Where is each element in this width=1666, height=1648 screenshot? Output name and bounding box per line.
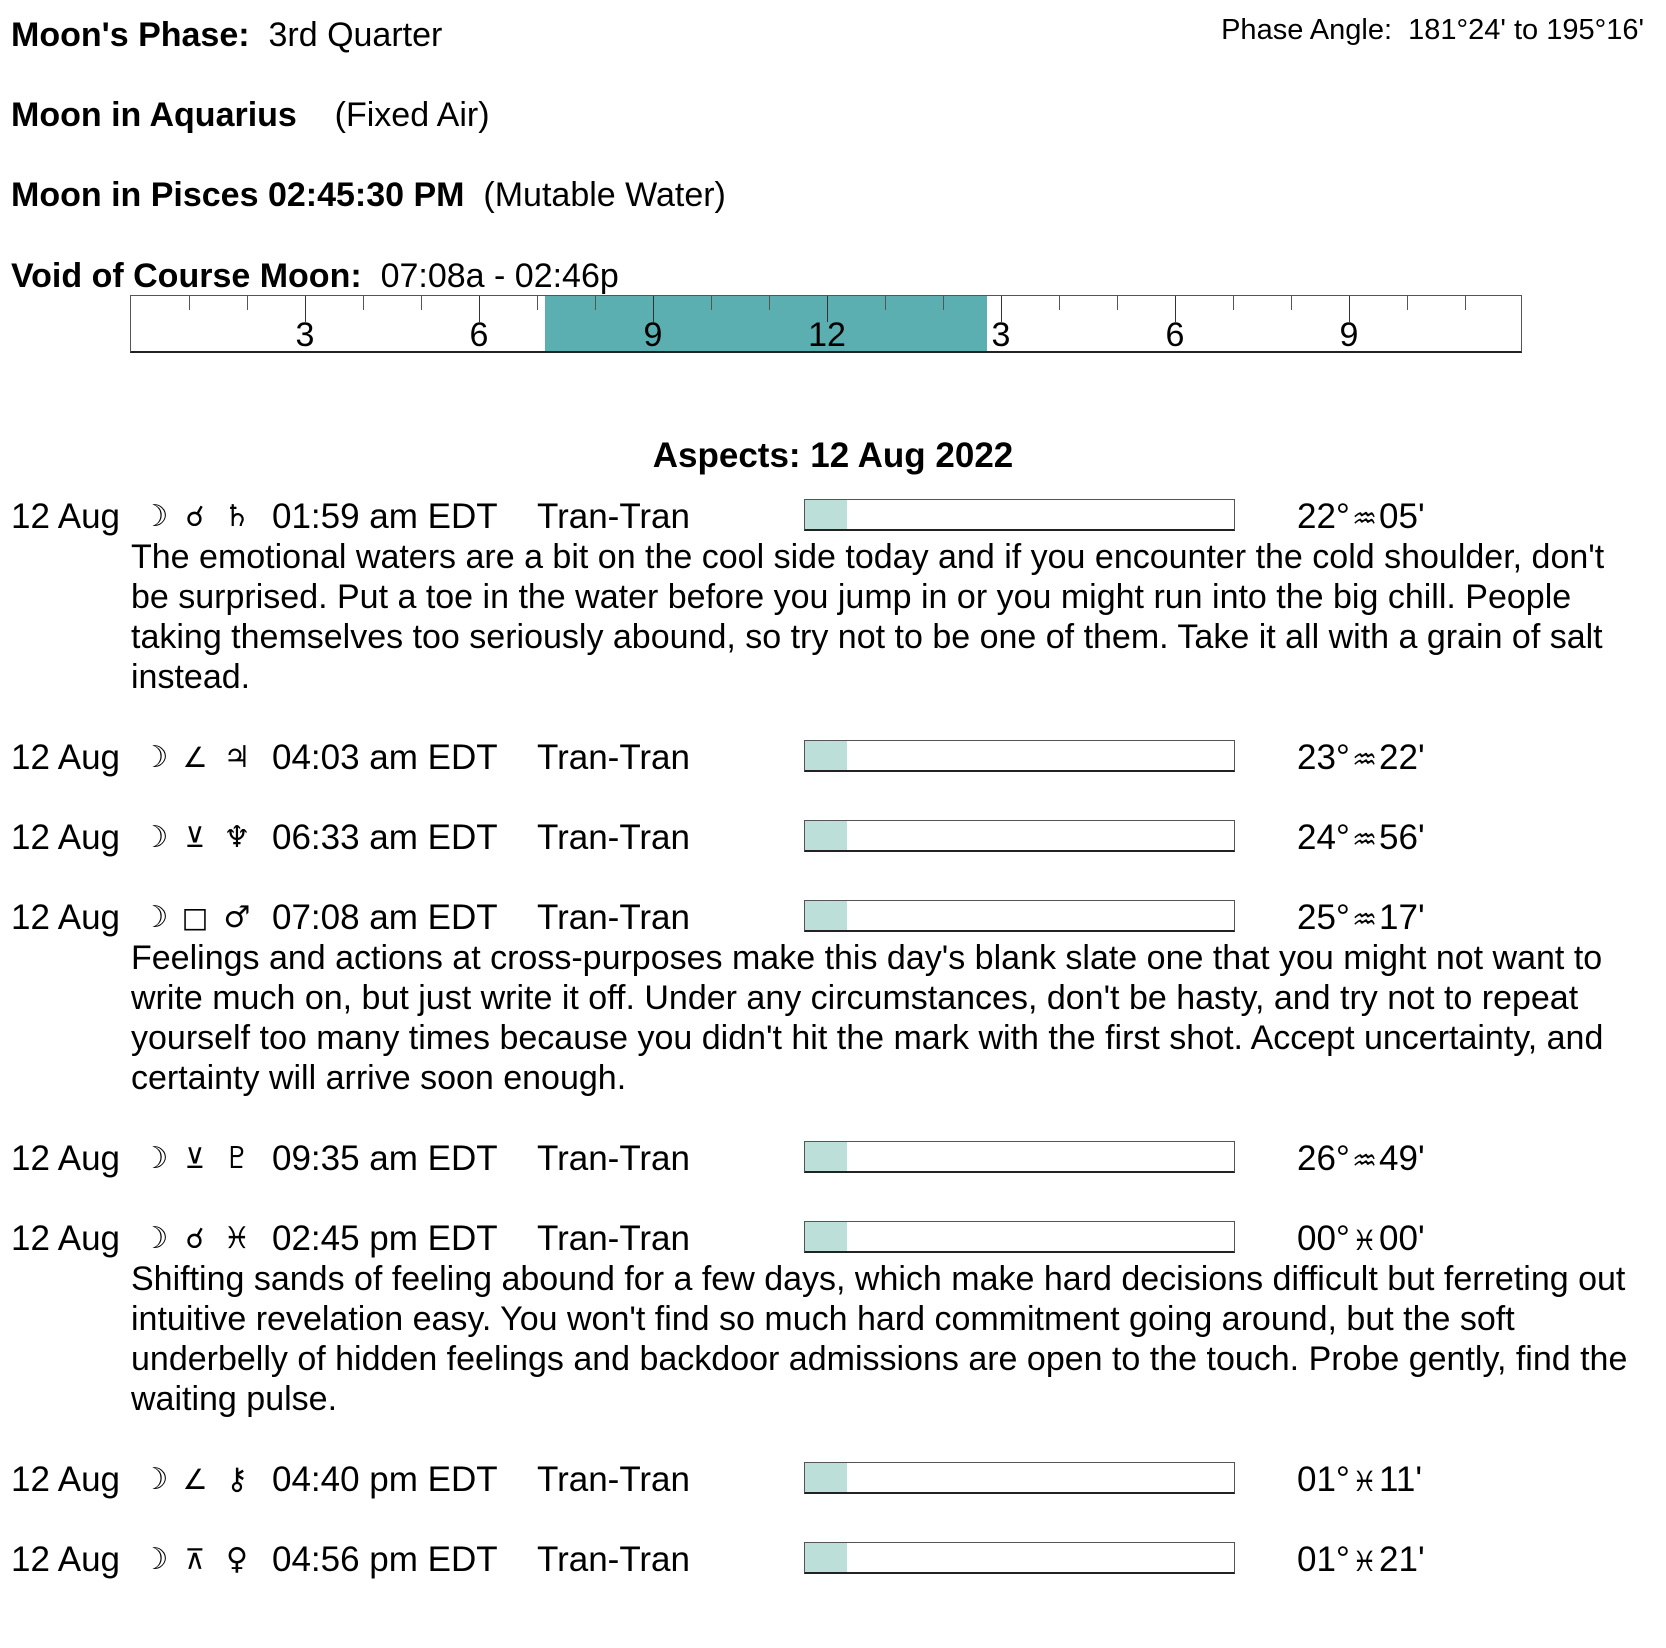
- aspect-date: 12 Aug: [11, 1219, 120, 1258]
- aspect-strength-bar: [804, 499, 1235, 531]
- position-minutes: 00': [1379, 1219, 1425, 1258]
- timeline-hour-label: 6: [469, 316, 489, 354]
- aspect-strength-fill: [805, 821, 847, 850]
- aspect-date: 12 Aug: [11, 1460, 120, 1499]
- aspect-strength-bar: [804, 1221, 1235, 1253]
- position-degrees: 23°: [1297, 738, 1350, 777]
- timeline-tick: [1407, 296, 1408, 310]
- position-degrees: 01°: [1297, 1540, 1350, 1579]
- timeline-hour-label: 3: [991, 316, 1011, 354]
- aspect-strength-bar: [804, 1542, 1235, 1574]
- timeline-tick: [769, 296, 770, 310]
- position-minutes: 22': [1379, 738, 1425, 777]
- aspect-description: The emotional waters are a bit on the cool side today and if you encounter the cold shoulder, don't be surprised. Put a toe in the water before you jump in or you might run into the big chill. People taking themselves too seriously abound, so try not to be one of them. Take it all with a grain of salt instead.: [131, 538, 1605, 696]
- aspect-row: [0, 1540, 1666, 1580]
- aspect-position: [1297, 497, 1425, 539]
- position-minutes: 49': [1379, 1139, 1425, 1178]
- position-degrees: 00°: [1297, 1219, 1350, 1258]
- square-aspect-icon: □: [181, 901, 209, 934]
- position-minutes: 11': [1379, 1460, 1423, 1499]
- aspect-type: Tran-Tran: [537, 1460, 690, 1499]
- timeline-tick: [363, 296, 364, 310]
- timeline-hour-label: 6: [1165, 316, 1185, 354]
- aspect-position: [1297, 818, 1425, 860]
- aspect-position: [1297, 1540, 1425, 1582]
- aspects-title: Aspects: 12 Aug 2022: [652, 436, 1014, 475]
- semi-sextile-aspect-icon: ⊻: [184, 1142, 206, 1175]
- venus-glyph-icon: ♀: [226, 1542, 248, 1577]
- moon-glyph-icon: ☽: [141, 1141, 169, 1176]
- jupiter-glyph-icon: ♃: [223, 740, 251, 775]
- zodiac-sign-icon: ♓: [1351, 1465, 1378, 1498]
- moon-sign-line-1: [11, 95, 490, 135]
- moon-sign-2-label: Moon in Pisces 02:45:30 PM: [11, 176, 465, 214]
- zodiac-sign-icon: ♒: [1351, 502, 1378, 535]
- mars-glyph-icon: ♂: [223, 900, 251, 935]
- timeline-tick: [943, 296, 944, 310]
- phase-angle-label: Phase Angle:: [1221, 14, 1393, 46]
- timeline-tick: [1233, 296, 1234, 310]
- timeline-tick: [421, 296, 422, 310]
- moon-sign-2-quality: (Mutable Water): [483, 176, 726, 214]
- aspect-strength-fill: [805, 1463, 847, 1492]
- pluto-glyph-icon: ♇: [223, 1141, 251, 1176]
- aspect-row: [0, 1219, 1666, 1259]
- moon-phase-line: [11, 15, 442, 55]
- moon-sign-1-label: Moon in Aquarius: [11, 96, 297, 134]
- semi-sextile-aspect-icon: ⊻: [184, 821, 206, 854]
- aspect-position: [1297, 898, 1425, 940]
- moon-glyph-icon: ☽: [141, 820, 169, 855]
- aspect-date: 12 Aug: [11, 1139, 120, 1178]
- aspect-strength-fill: [805, 1142, 847, 1171]
- aspect-date: 12 Aug: [11, 738, 120, 777]
- position-degrees: 22°: [1297, 497, 1350, 536]
- chiron-glyph-icon: ⚷: [226, 1462, 248, 1497]
- semi-square-aspect-icon: ∠: [182, 741, 208, 774]
- aspect-strength-bar: [804, 1462, 1235, 1494]
- aspect-date: 12 Aug: [11, 497, 120, 536]
- pisces-glyph-icon: ♓: [223, 1221, 251, 1256]
- position-degrees: 26°: [1297, 1139, 1350, 1178]
- aspect-date: 12 Aug: [11, 1540, 120, 1579]
- void-of-course-fill: [545, 296, 988, 351]
- aspect-time: 04:40 pm EDT: [272, 1460, 498, 1499]
- aspect-row: [0, 738, 1666, 778]
- aspect-time: 09:35 am EDT: [272, 1139, 498, 1178]
- aspect-row: [0, 497, 1666, 537]
- aspect-row: [0, 818, 1666, 858]
- aspect-time: 04:03 am EDT: [272, 738, 498, 777]
- aspect-type: Tran-Tran: [537, 497, 690, 536]
- zodiac-sign-icon: ♒: [1351, 823, 1378, 856]
- void-of-course-timeline: [130, 295, 1522, 353]
- moon-glyph-icon: ☽: [141, 499, 169, 534]
- aspect-time: 01:59 am EDT: [272, 497, 498, 536]
- aspect-type: Tran-Tran: [537, 1540, 690, 1579]
- aspect-strength-bar: [804, 820, 1235, 852]
- aspect-date: 12 Aug: [11, 818, 120, 857]
- aspect-strength-fill: [805, 1222, 847, 1251]
- aspect-position: [1297, 738, 1425, 780]
- moon-phase-value: 3rd Quarter: [268, 16, 443, 54]
- timeline-tick: [885, 296, 886, 310]
- timeline-hour-label: 3: [295, 316, 315, 354]
- timeline-tick: [247, 296, 248, 310]
- aspect-position: [1297, 1460, 1422, 1502]
- aspect-row: [0, 1460, 1666, 1500]
- timeline-tick: [711, 296, 712, 310]
- aspect-time: 04:56 pm EDT: [272, 1540, 498, 1579]
- aspect-strength-fill: [805, 500, 847, 529]
- aspect-date: 12 Aug: [11, 898, 120, 937]
- timeline-tick: [537, 296, 538, 310]
- phase-angle: [1221, 13, 1644, 47]
- void-of-course-value: 07:08a - 02:46p: [380, 257, 619, 295]
- void-of-course-line: [11, 256, 619, 296]
- timeline-hour-label: 9: [1339, 316, 1359, 354]
- moon-glyph-icon: ☽: [141, 900, 169, 935]
- aspect-strength-fill: [805, 741, 847, 770]
- position-minutes: 05': [1379, 497, 1425, 536]
- zodiac-sign-icon: ♒: [1351, 903, 1378, 936]
- aspect-strength-fill: [805, 1543, 847, 1572]
- moon-sign-line-2: [11, 175, 726, 215]
- timeline-tick: [189, 296, 190, 310]
- timeline-hour-label: 12: [808, 316, 846, 354]
- timeline-tick: [595, 296, 596, 310]
- void-of-course-label: Void of Course Moon:: [11, 257, 362, 295]
- aspect-time: 06:33 am EDT: [272, 818, 498, 857]
- timeline-hour-label: 9: [643, 316, 663, 354]
- position-degrees: 24°: [1297, 818, 1350, 857]
- aspect-row: [0, 898, 1666, 938]
- quincunx-aspect-icon: ⊼: [184, 1543, 206, 1576]
- aspect-description: Shifting sands of feeling abound for a few days, which make hard decisions difficult but ferreting out intuitive revelation easy. You won't find so much hard commitment going around, but the soft underbelly of hidden feelings and backdoor admissions are open to the touch. Probe gently, find the waiting pulse.: [131, 1260, 1628, 1418]
- position-minutes: 56': [1379, 818, 1425, 857]
- aspect-position: [1297, 1219, 1425, 1261]
- position-degrees: 01°: [1297, 1460, 1350, 1499]
- aspect-description: Feelings and actions at cross-purposes make this day's blank slate one that you might not want to write much on, but just write it off. Under any circumstances, don't be hasty, and try not to repeat yourself too many times because you didn't hit the mark with the first shot. Accept uncertainty, and certainty will arrive soon enough.: [131, 939, 1604, 1097]
- moon-glyph-icon: ☽: [141, 1221, 169, 1256]
- aspect-type: Tran-Tran: [537, 738, 690, 777]
- saturn-glyph-icon: ♄: [223, 499, 251, 534]
- timeline-tick: [1465, 296, 1466, 310]
- timeline-tick: [1291, 296, 1292, 310]
- timeline-tick: [1117, 296, 1118, 310]
- aspect-strength-bar: [804, 1141, 1235, 1173]
- zodiac-sign-icon: ♓: [1351, 1545, 1378, 1578]
- position-degrees: 25°: [1297, 898, 1350, 937]
- position-minutes: 21': [1379, 1540, 1425, 1579]
- aspect-position: [1297, 1139, 1425, 1181]
- phase-angle-value: 181°24' to 195°16': [1408, 14, 1644, 46]
- position-minutes: 17': [1379, 898, 1425, 937]
- timeline-tick: [1059, 296, 1060, 310]
- moon-glyph-icon: ☽: [141, 740, 169, 775]
- zodiac-sign-icon: ♒: [1351, 1144, 1378, 1177]
- aspect-type: Tran-Tran: [537, 818, 690, 857]
- aspect-strength-fill: [805, 901, 847, 930]
- aspect-strength-bar: [804, 900, 1235, 932]
- aspect-row: [0, 1139, 1666, 1179]
- aspect-time: 07:08 am EDT: [272, 898, 498, 937]
- moon-sign-1-quality: (Fixed Air): [334, 96, 490, 134]
- aspect-type: Tran-Tran: [537, 1219, 690, 1258]
- aspect-strength-bar: [804, 740, 1235, 772]
- aspect-type: Tran-Tran: [537, 1139, 690, 1178]
- conjunction-aspect-icon: ☌: [185, 1222, 205, 1255]
- moon-phase-label: Moon's Phase:: [11, 16, 250, 54]
- aspect-type: Tran-Tran: [537, 898, 690, 937]
- semi-square-aspect-icon: ∠: [182, 1463, 208, 1496]
- conjunction-aspect-icon: ☌: [185, 500, 205, 533]
- aspect-time: 02:45 pm EDT: [272, 1219, 498, 1258]
- zodiac-sign-icon: ♒: [1351, 743, 1378, 776]
- neptune-glyph-icon: ♆: [223, 820, 251, 855]
- zodiac-sign-icon: ♓: [1351, 1224, 1378, 1257]
- moon-glyph-icon: ☽: [141, 1542, 169, 1577]
- moon-glyph-icon: ☽: [141, 1462, 169, 1497]
